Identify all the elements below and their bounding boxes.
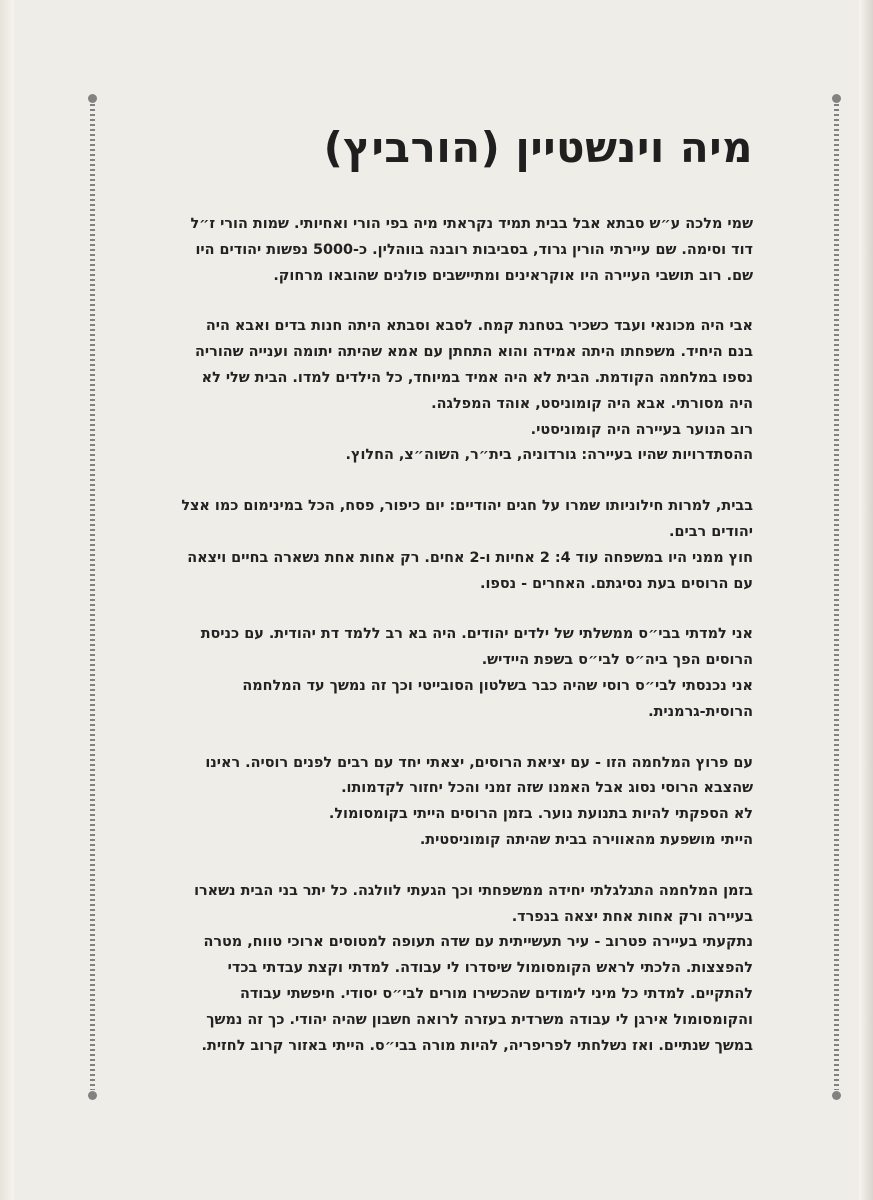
text-line: הרוסים הפך ביה״ס לבי״ס בשפת היידיש.	[481, 652, 753, 669]
text-line: בעיירה ורק אחות אחת יצאה בנפרד.	[511, 908, 753, 925]
text-line: אני נכנסתי לבי״ס רוסי שהיה כבר בשלטון הסובייטי וכך זה נמשך עד המלחמה	[242, 677, 753, 694]
document-body	[110, 212, 753, 1084]
text-line: רוב הנוער בעיירה היה קומוניסטי.	[530, 421, 753, 438]
decorative-border-left	[90, 104, 95, 1090]
text-line: חוץ ממני היו במשפחה עוד 4: 2 אחיות ו-2 אחים. רק אחות אחת נשארה בחיים ויצאה	[187, 549, 753, 566]
text-line: להתקיים. למדתי כל מיני לימודים שהכשירו מורים לבי״ס יסודי. חיפשתי עבודה	[239, 985, 753, 1002]
text-line: היה מסורתי. אבא היה קומוניסט, אוהד המפלגה.	[431, 395, 753, 412]
text-line: נספו במלחמה הקודמת. הבית לא היה אמיד במיוחד, כל הילדים למדו. הבית שלי לא	[201, 369, 753, 386]
decorative-border-right	[834, 104, 839, 1090]
paragraph	[110, 622, 753, 725]
text-line: אבי היה מכונאי ועבד כשכיר בטחנת קמח. לסבא וסבתא היתה חנות בדים ואבא היה	[205, 318, 753, 335]
text-line: ההסתדרויות שהיו בעיירה: גורדוניה, בית״ר, השוה״צ, החלוץ.	[345, 447, 753, 464]
text-line: עם פרוץ המלחמה הזו - עם יציאת הרוסים, יצאתי יחד עם רבים לפנים רוסיה. ראינו	[205, 754, 753, 771]
paragraph	[110, 494, 753, 597]
text-line: עם הרוסים בעת נסיגתם. האחרים - נספו.	[480, 575, 753, 592]
text-line: להפצצות. הלכתי לראש הקומסומול שיסדרו לי עבודה. למדתי וקצת עבדתי בכדי	[227, 960, 753, 977]
text-line: בבית, למרות חילוניותו שמרו על חגים יהודיים: יום כיפור, פסח, הכל במינימום כמו אצל	[181, 498, 753, 515]
text-line: דוד וסימה. שם עיירתי הורין גרוד, בסביבות רובנה בווהלין. כ-5000 נפשות יהודים היו	[195, 241, 753, 258]
paragraph	[110, 212, 753, 289]
text-line: הרוסית-גרמנית.	[648, 703, 753, 720]
text-line: יהודים רבים.	[669, 523, 753, 540]
text-line: שם. רוב תושבי העיירה היו אוקראינים ומתיישבים פולנים שהובאו מרחוק.	[273, 267, 753, 284]
text-line: בזמן המלחמה התגלגלתי יחידה ממשפחתי וכך הגעתי לוולגה. כל יתר בני הבית נשארו	[194, 882, 753, 899]
text-line: אני למדתי בבי״ס ממשלתי של ילדים יהודים. היה בא רב ללמד דת יהודית. עם כניסת	[200, 626, 753, 643]
text-line: הייתי מושפעת מהאווירה בבית שהיתה קומוניסטית.	[419, 831, 753, 848]
paragraph	[110, 751, 753, 854]
text-line: בנם היחיד. משפחתו היתה אמידה והוא התחתן עם אמא שהיתה יתומה וענייה שהוריה	[195, 344, 753, 361]
text-line: שמי מלכה ע״ש סבתא אבל בבית תמיד נקראתי מיה בפי הורי ואחיותי. שמות הורי ז״ל	[190, 216, 753, 232]
paragraph	[110, 314, 753, 469]
text-line: והקומסומול אירגן לי עבודה משרדית בעזרה לרואה חשבון שהיה יהודי. כך זה נמשך	[206, 1011, 753, 1028]
text-line: במשך שנתיים. ואז נשלחתי לפריפריה, להיות מורה בבי״ס. הייתי באזור קרוב לחזית.	[201, 1037, 753, 1054]
page-title: מיה וינשטיין (הורביץ)	[323, 123, 753, 172]
scan-edge-right	[859, 0, 873, 1200]
text-line: לא הספקתי להיות בתנועת נוער. בזמן הרוסים הייתי בקומסומול.	[328, 806, 753, 823]
text-line: נתקעתי בעיירה פטרוב - עיר תעשייתית עם שדה תעופה למטוסים ארוכי טווח, מטרה	[203, 934, 753, 951]
text-line: שהצבא הרוסי נסוג אבל האמנו שזה זמני והכל יחזור לקדמותו.	[341, 780, 753, 797]
scan-edge-left	[0, 0, 14, 1200]
paragraph	[110, 879, 753, 1060]
